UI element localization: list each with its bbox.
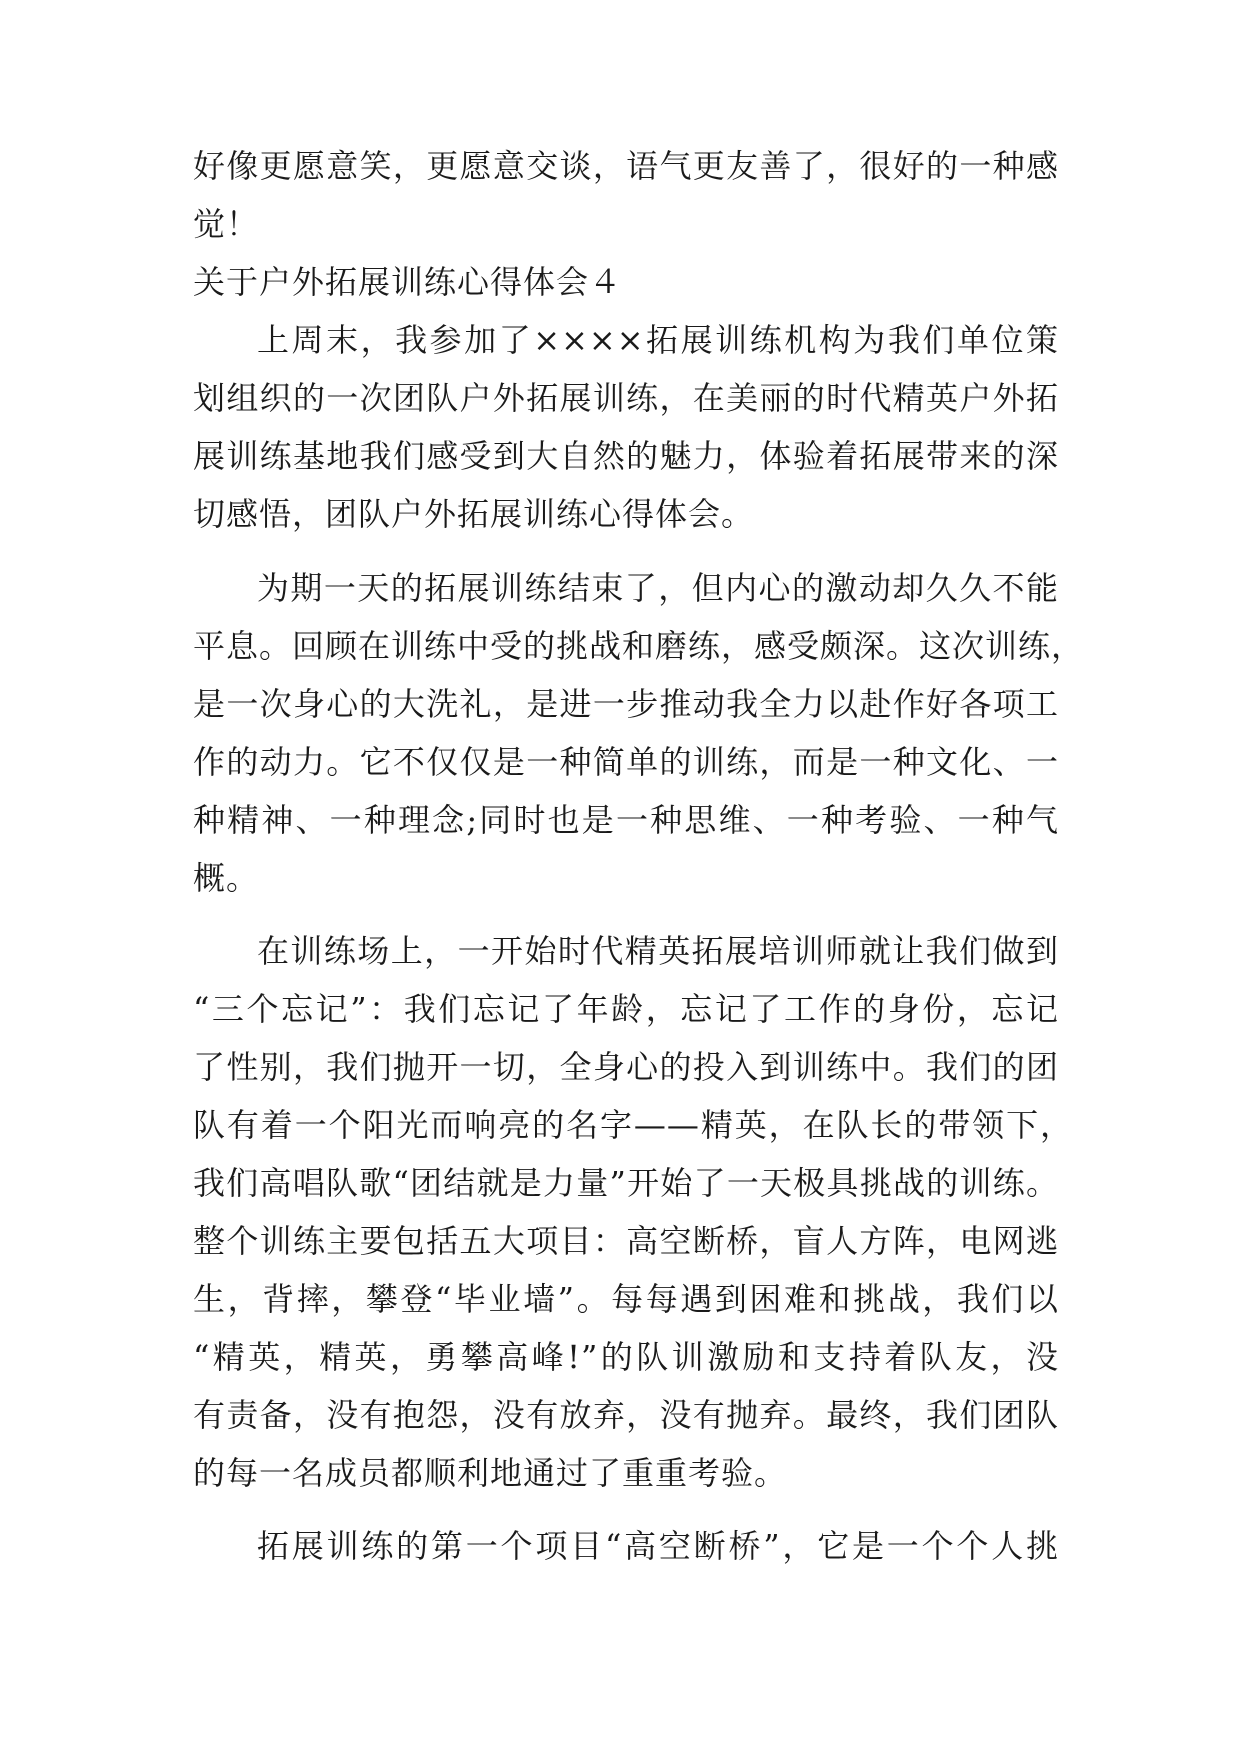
text-line: 好像更愿意笑，更愿意交谈，语气更友善了，很好的一种感 xyxy=(193,147,1059,185)
text-line: 我们高唱队歌“团结就是力量”开始了一天极具挑战的训练。 xyxy=(193,1164,1059,1202)
text-line: 的每一名成员都顺利地通过了重重考验。 xyxy=(193,1454,788,1492)
text-line: 觉！ xyxy=(193,205,260,243)
text-line: 生，背摔，攀登“毕业墙”。每每遇到困难和挑战，我们以 xyxy=(193,1280,1059,1318)
paragraph-first-line: 上周末，我参加了××××拓展训练机构为我们单位策 xyxy=(257,321,1059,359)
text-line: 有责备，没有抱怨，没有放弃，没有抛弃。最终，我们团队 xyxy=(193,1396,1059,1434)
paragraph-first-line: 在训练场上，一开始时代精英拓展培训师就让我们做到 xyxy=(257,932,1059,970)
text-line: “精英，精英，勇攀高峰!”的队训激励和支持着队友，没 xyxy=(193,1338,1059,1376)
text-line: “三个忘记”：我们忘记了年龄，忘记了工作的身份，忘记 xyxy=(193,990,1059,1028)
text-line: 切感悟，团队户外拓展训练心得体会。 xyxy=(193,495,755,533)
text-line: 了性别，我们抛开一切，全身心的投入到训练中。我们的团 xyxy=(193,1048,1059,1086)
text-line: 划组织的一次团队户外拓展训练，在美丽的时代精英户外拓 xyxy=(193,379,1059,417)
text-line: 是一次身心的大洗礼，是进一步推动我全力以赴作好各项工 xyxy=(193,685,1059,723)
text-line: 概。 xyxy=(193,859,260,897)
text-line: 种精神、一种理念;同时也是一种思维、一种考验、一种气 xyxy=(193,801,1059,839)
text-line: 展训练基地我们感受到大自然的魅力，体验着拓展带来的深 xyxy=(193,437,1059,475)
paragraph-first-line: 拓展训练的第一个项目“高空断桥”，它是一个个人挑 xyxy=(257,1527,1059,1565)
text-line: 平息。回顾在训练中受的挑战和磨练，感受颇深。这次训练， xyxy=(193,627,1085,665)
text-line: 作的动力。它不仅仅是一种简单的训练，而是一种文化、一 xyxy=(193,743,1059,781)
paragraph-first-line: 为期一天的拓展训练结束了，但内心的激动却久久不能 xyxy=(257,569,1059,607)
text-line: 整个训练主要包括五大项目：高空断桥，盲人方阵，电网逃 xyxy=(193,1222,1059,1260)
section-heading: 关于户外拓展训练心得体会４ xyxy=(193,263,623,301)
text-line: 队有着一个阳光而响亮的名字——精英，在队长的带领下， xyxy=(193,1106,1073,1144)
